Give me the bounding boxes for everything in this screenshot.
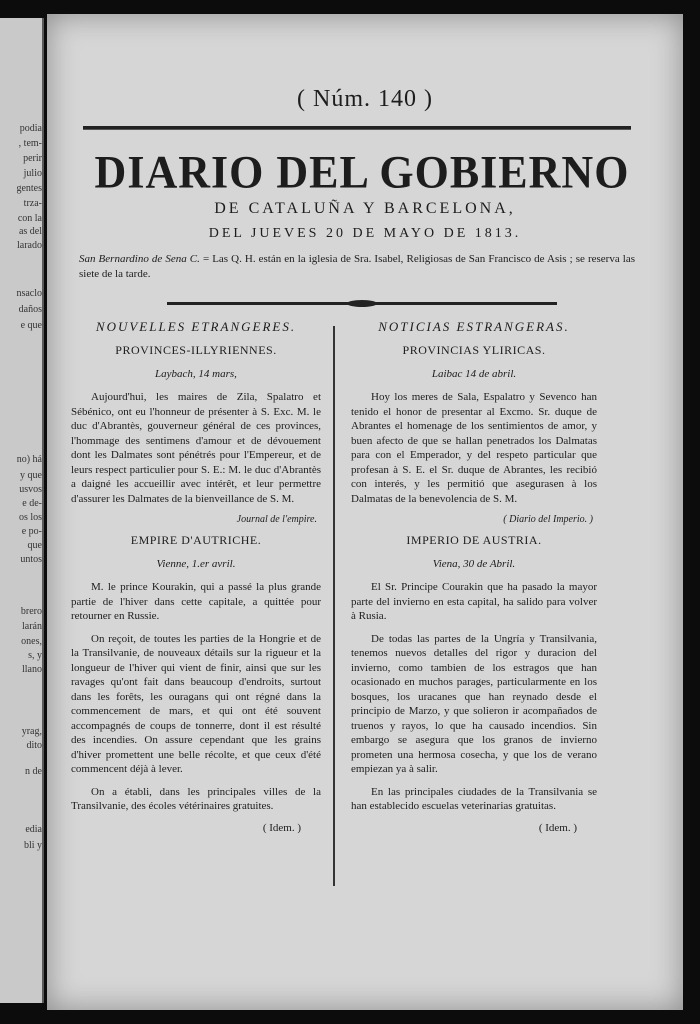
margin-text: brero bbox=[20, 606, 42, 617]
notice-saint: San Bernardino de Sena C. bbox=[79, 253, 200, 265]
margin-text: e po- bbox=[21, 526, 42, 537]
dateline: Laibac 14 de abril. bbox=[431, 368, 517, 380]
article-paragraph: Aujourd'hui, les maires de Zila, Spalatro et Sébénico, ont eu l'honneur de présenter à S. Exc. M. le duc d'Abrantès, gouverneur général de ces provinces, l'hommage des sentimens d'amour et de dévouement dont les Dalmates sont pénétrés pour l'Empereur, et de leurs respect particulier pour S. E.: M. le duc d'Abrantès a daigné les accueillir avec intérêt, et leur permettre d'assurer les Dalmates de la bienveillance de S. M. bbox=[71, 391, 321, 505]
margin-text: gentes bbox=[16, 183, 42, 194]
margin-text: julio bbox=[23, 168, 42, 179]
article-paragraph: De todas las partes de la Ungría y Transilvania, tenemos nuevos detalles del rigor y duracion del invierno, como tambien de los estragos que han ocasionado en muchos parages, particularmente en los bosques, los uracanes que han reynado desde el principio de Marzo, y que solieron ir acompañados de truenos y rayos, lo que ha causado incendios. Sin embargo se asegura que los granos de invierno prometen una hermosa cosecha, y que los de verano empiezan ya à salir. bbox=[351, 632, 597, 775]
margin-text: daños bbox=[18, 304, 42, 315]
dateline: Vienne, 1.er avril. bbox=[156, 558, 236, 570]
newspaper-page bbox=[47, 14, 683, 1010]
margin-text: llano bbox=[22, 664, 42, 675]
section-title: IMPERIO DE AUSTRIA. bbox=[406, 533, 542, 547]
column-heading: NOUVELLES ETRANGERES. bbox=[95, 319, 297, 334]
margin-text: dito bbox=[26, 740, 42, 751]
margin-text: con la bbox=[17, 213, 42, 224]
article-paragraph: Hoy los meres de Sala, Espalatro y Sevenco han tenido el honor de presentar al Excmo. Sr. duque de Abrantes el homenage de los sentimientos de amor, y buen afecto de que se hallan penetrados los Dalmatas para con el Emperador, y del respeto particular que profesan à S. E. el Sr. duque de Abrantes, les recibió con interés, y les permitió que asegurasen à los Dalmatas de la benevolencia de S. M. bbox=[351, 391, 597, 505]
margin-text: trza- bbox=[23, 198, 42, 209]
source-attribution: Journal de l'empire. bbox=[236, 514, 317, 525]
article-paragraph: On a établi, dans les principales villes de la Transilvanie, des écoles vétérinaires gratuites. bbox=[71, 785, 321, 812]
section-title: PROVINCIAS YLIRICAS. bbox=[402, 343, 546, 357]
masthead-subtitle: DE CATALUÑA Y BARCELONA, bbox=[214, 200, 516, 217]
margin-text: e de- bbox=[22, 498, 42, 509]
ornamental-rule bbox=[167, 302, 557, 305]
issue-date: DEL JUEVES 20 DE MAYO DE 1813. bbox=[208, 226, 522, 241]
french-column bbox=[71, 319, 321, 834]
margin-text: perir bbox=[23, 153, 42, 164]
source-attribution: ( Idem. ) bbox=[262, 821, 301, 834]
margin-text: os los bbox=[18, 512, 42, 523]
margin-text: podia bbox=[19, 123, 42, 134]
margin-text: untos bbox=[20, 554, 42, 565]
article-paragraph: El Sr. Principe Courakin que ha pasado la mayor parte del invierno en esta capital, ha salido para volver à Rusia. bbox=[351, 581, 597, 622]
margin-text: que bbox=[27, 540, 42, 551]
margin-text: e que bbox=[20, 320, 42, 331]
masthead-title: DIARIO DEL GOBIERNO bbox=[94, 146, 630, 199]
margin-text: usvos bbox=[19, 484, 42, 495]
margin-text: bli y bbox=[23, 840, 42, 851]
issue-number: ( Núm. 140 ) bbox=[297, 86, 433, 112]
margin-text: s, y bbox=[28, 650, 42, 661]
section-title: EMPIRE D'AUTRICHE. bbox=[130, 533, 262, 547]
notice-text: = Las Q. H. están en la iglesia de Sra. Isabel, Religiosas de San Francisco de Asis ; se reserva las siete de la tarde. bbox=[79, 253, 635, 280]
dateline: Viena, 30 de Abril. bbox=[432, 558, 516, 570]
facing-page-edge bbox=[0, 18, 44, 1003]
margin-text: no) há bbox=[16, 454, 42, 465]
section-title: PROVINCES-ILLYRIENNES. bbox=[115, 343, 277, 357]
religious-notice bbox=[79, 252, 635, 282]
column-heading: NOTICIAS ESTRANGERAS. bbox=[378, 319, 570, 334]
article-paragraph: On reçoit, de toutes les parties de la Hongrie et de la Transilvanie, de nouveaux détails sur la rigueur et la longueur de l'hiver qui vient de finir, ainsi que sur les ravages qu'ont fait dans beaucoup d'endroits, surtout dans les forêts, les ouragans qui ont régné dans la commencement de mars, et qui ont été souvent accompagnés de coups de tonnerre, dont il est résulté des incendies. On assure cependant que les grains d'hiver promettent une belle récolte, et que ceux d'été commencent déjà à lever. bbox=[71, 632, 321, 775]
margin-text: edia bbox=[25, 824, 42, 835]
margin-text: yrag, bbox=[21, 726, 42, 737]
margin-text: larán bbox=[22, 621, 42, 632]
margin-text: larado bbox=[17, 240, 42, 251]
margin-text: , tem- bbox=[18, 138, 42, 149]
article-paragraph: M. le prince Kourakin, qui a passé la plus grande partie de l'hiver dans cette capitale, a quittée pour retourner en Russie. bbox=[71, 581, 321, 622]
article-paragraph: En las principales ciudades de la Transilvania se han establecido escuelas veterinarias gratuitas. bbox=[351, 785, 597, 812]
spanish-column bbox=[351, 319, 597, 834]
source-attribution: ( Idem. ) bbox=[538, 821, 577, 834]
source-attribution: ( Diario del Imperio. ) bbox=[503, 514, 593, 525]
margin-text: ones, bbox=[21, 636, 42, 647]
margin-text: as del bbox=[18, 226, 42, 237]
margin-text: y que bbox=[20, 470, 42, 481]
margin-text: n de bbox=[25, 766, 42, 777]
margin-text: nsaclo bbox=[16, 288, 42, 299]
header-rule bbox=[83, 126, 631, 130]
dateline: Laybach, 14 mars, bbox=[155, 368, 237, 380]
column-divider bbox=[333, 326, 335, 886]
